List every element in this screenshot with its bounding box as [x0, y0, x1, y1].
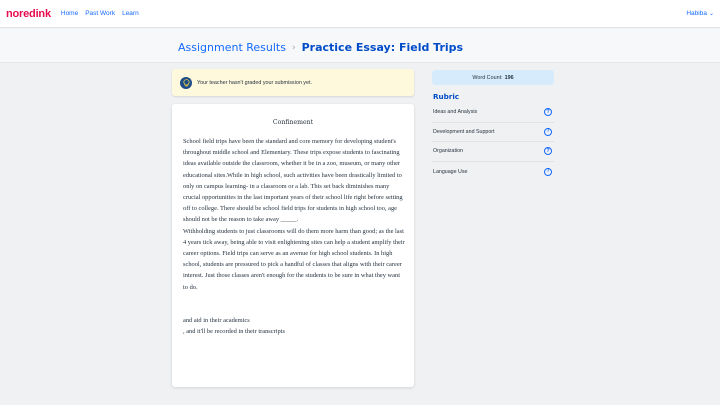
essay-title: Confinement	[272, 119, 314, 126]
logo-part-ink: ink	[35, 7, 51, 20]
rubric-list	[432, 103, 554, 181]
breadcrumb-assignment-results[interactable]: Assignment Results	[178, 41, 286, 54]
word-count-value: 196	[504, 74, 514, 81]
user-name: Habiba	[686, 10, 707, 17]
rubric-item-label: Ideas and Analysis	[433, 109, 478, 116]
rubric-item-development-and-support	[432, 123, 554, 143]
rubric-title: Rubric	[433, 92, 460, 101]
page-title: Practice Essay: Field Trips	[301, 41, 464, 54]
help-icon[interactable]: ?	[544, 168, 552, 176]
top-nav	[0, 0, 720, 28]
help-icon[interactable]: ?	[544, 108, 552, 116]
notice-text: Your teacher hasn't graded your submission yet.	[197, 79, 312, 86]
lightbulb-icon	[180, 77, 192, 89]
nav-link-past-work[interactable]: Past Work	[85, 10, 116, 17]
rubric-item-organization	[432, 142, 554, 162]
user-menu[interactable]	[686, 10, 714, 17]
rubric-item-label: Development and Support	[433, 128, 495, 135]
rubric-item-language-use	[432, 162, 554, 182]
chevron-right-icon: ›	[291, 42, 296, 53]
essay-fragment: and aid in their academics	[183, 316, 250, 324]
essay-card	[172, 104, 414, 387]
rubric-item-label: Language Use	[433, 168, 468, 175]
nav-link-learn[interactable]: Learn	[122, 10, 139, 17]
logo-part-red: red	[19, 7, 36, 20]
help-icon[interactable]: ?	[544, 128, 552, 136]
breadcrumb	[178, 41, 463, 54]
help-icon[interactable]: ?	[544, 147, 552, 155]
word-count-label: Word Count:	[472, 74, 503, 81]
logo-part-no: no	[6, 7, 20, 20]
essay-body	[183, 136, 405, 337]
nav-link-home[interactable]: Home	[60, 10, 79, 17]
rubric-item-ideas-and-analysis	[432, 103, 554, 123]
chevron-down-icon: ⌄	[708, 11, 714, 17]
essay-paragraph: Withholding students to just classrooms will do them more harm than good; as the last 4 years tick away, being able to visit enlightening sites can help a student amplify their career options. Field trips can serve as an avenue for high school students. In high school, students are pressured to pick a handful of classes that aligns with their career interest. Just those classes aren't enough for the students to be sure in what they want to do.	[183, 227, 405, 291]
rubric-item-label: Organization	[433, 148, 464, 155]
ungraded-notice	[172, 69, 414, 96]
essay-spacer	[183, 293, 405, 315]
noredink-logo[interactable]	[6, 8, 51, 20]
essay-fragment: , and it'll be recorded in their transcripts	[183, 328, 285, 336]
essay-paragraph: School field trips have been the standard and core memory for developing student's throughout middle school and Elementary. These trips expose students to fascinating ideas available outside the classroom, whether it be in a zoo, museum, or many other educational sites.While in high school, such activities have been drastically limited to only on campus learning- in a classroom or a lab. This set back diminishes many crucial opportunities in the last important years of their school life right before setting off to college. There should be school field trips for students in high school too, age should not be the reason to take away _____.	[183, 138, 403, 224]
word-count-badge	[432, 70, 554, 85]
